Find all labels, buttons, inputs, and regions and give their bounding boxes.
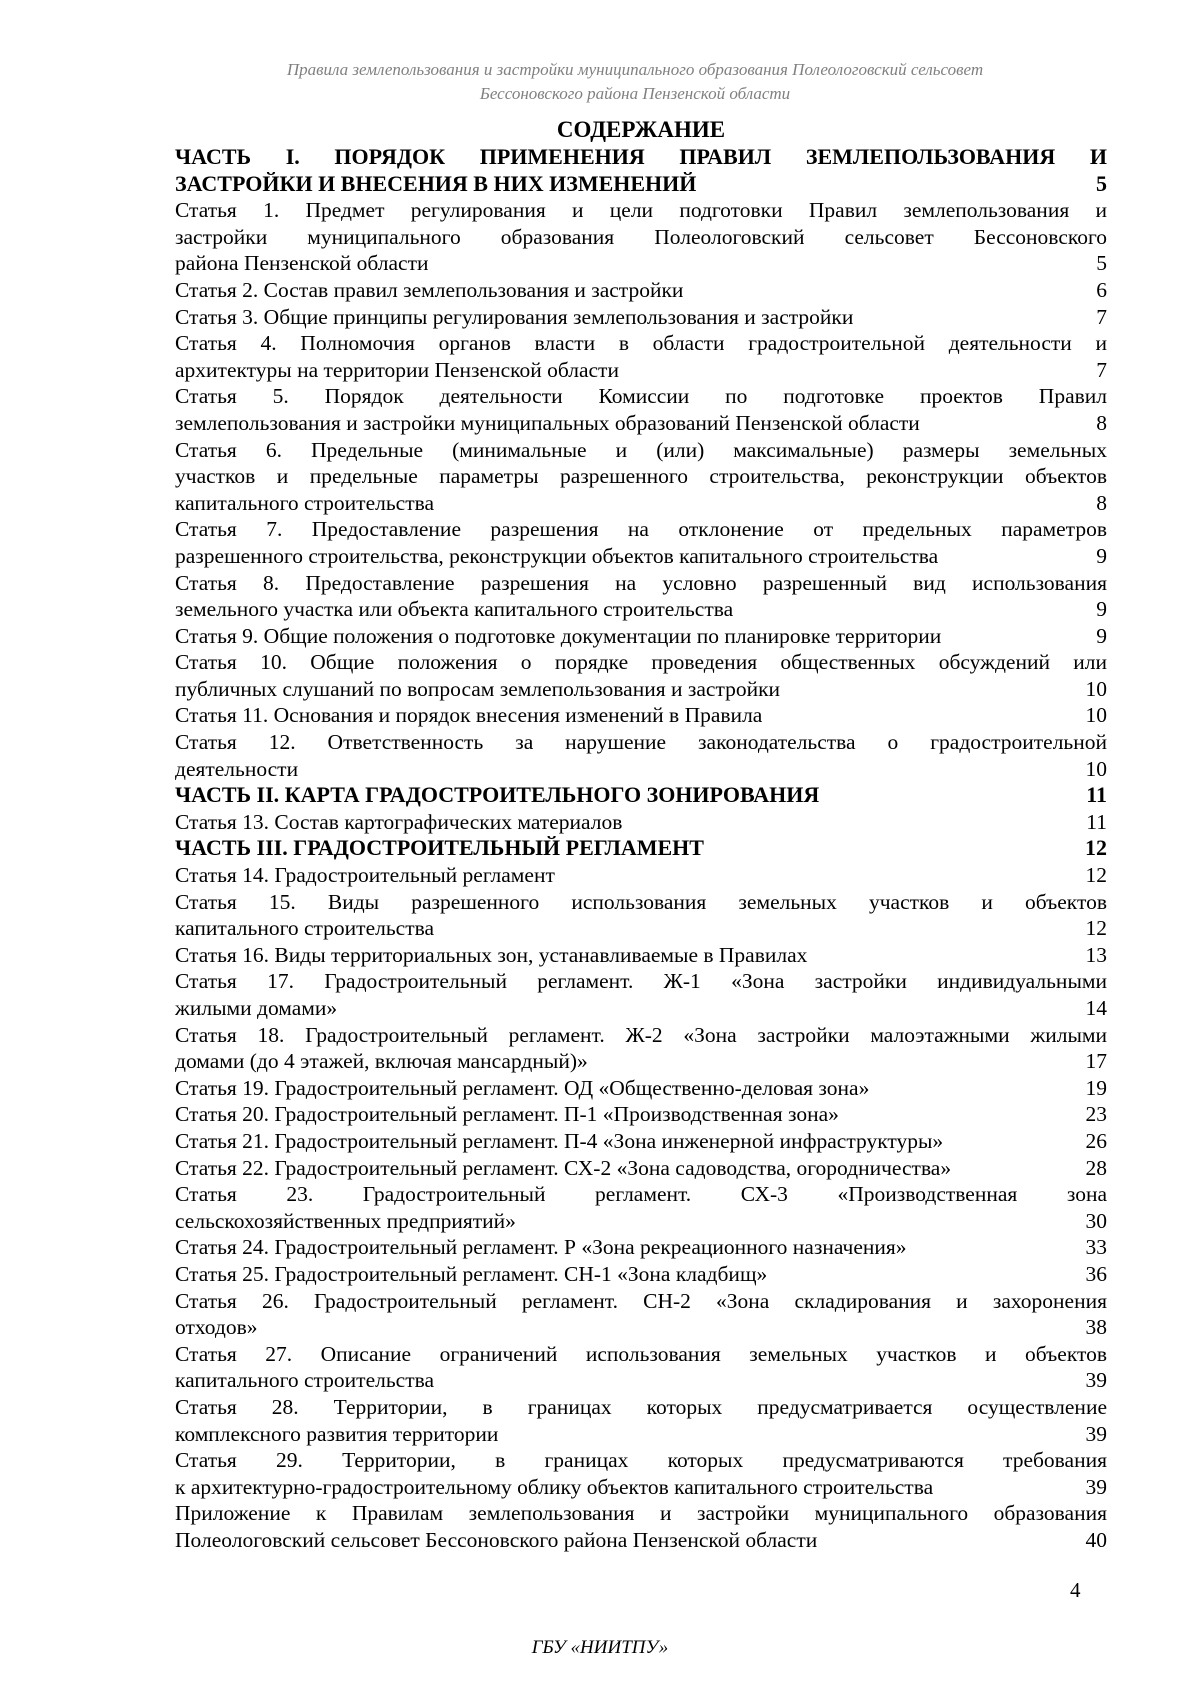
toc-entry-text: публичных слушаний по вопросам землепользования и застройки bbox=[175, 676, 781, 701]
toc-entry bbox=[175, 1447, 1107, 1500]
toc-entry-page: 19 bbox=[1085, 1075, 1107, 1100]
toc-entry bbox=[175, 383, 1107, 436]
running-header bbox=[170, 58, 1100, 106]
toc-entry-line: Статья 7. Предоставление разрешения на отклонение от предельных параметров bbox=[175, 517, 1107, 542]
toc-entry bbox=[175, 1155, 1107, 1182]
toc-entry-last-line bbox=[175, 1155, 1107, 1182]
toc-entry-text: Статья 25. Градостроительный регламент. СН-1 «Зона кладбищ» bbox=[175, 1261, 768, 1286]
toc-entry-line: Статья 12. Ответственность за нарушение законодательства о градостроительной bbox=[175, 730, 1107, 755]
toc-entry-page: 5 bbox=[1096, 170, 1107, 196]
toc-entry-page: 23 bbox=[1085, 1102, 1107, 1127]
toc-entry-page: 14 bbox=[1085, 996, 1107, 1020]
toc-entry-last-line bbox=[175, 1128, 1107, 1155]
toc-entry bbox=[175, 516, 1107, 569]
toc-entry-last-line bbox=[175, 915, 1107, 942]
toc-entry-line: Статья 15. Виды разрешенного использования земельных участков и объектов bbox=[175, 889, 1107, 914]
toc-entry-page: 6 bbox=[1096, 277, 1107, 302]
toc-entry-line: Статья 5. Порядок деятельности Комиссии по подготовке проектов Правил bbox=[175, 384, 1107, 409]
toc-entry bbox=[175, 1341, 1107, 1394]
toc-entry-line: Статья 18. Градостроительный регламент. Ж-2 «Зона застройки малоэтажными жилыми bbox=[175, 1022, 1107, 1047]
toc-entry-last-line bbox=[175, 250, 1107, 277]
toc-part-heading bbox=[175, 782, 1107, 809]
toc-entry-text: района Пензенской области bbox=[175, 251, 429, 276]
toc-entry-last-line bbox=[175, 1208, 1107, 1235]
toc-entry-line: Статья 23. Градостроительный регламент. СХ-3 «Производственная зона bbox=[175, 1182, 1107, 1207]
toc-entry-page: 39 bbox=[1085, 1474, 1107, 1499]
toc-entry-text: отходов» bbox=[175, 1315, 258, 1340]
toc-entry bbox=[175, 729, 1107, 782]
toc-entry-text: капитального строительства bbox=[175, 1368, 435, 1393]
toc-entry-last-line bbox=[175, 490, 1107, 517]
toc-entry-last-line bbox=[175, 1367, 1107, 1394]
toc-entry-page: 10 bbox=[1085, 703, 1107, 728]
toc-entry-last-line bbox=[175, 1261, 1107, 1288]
toc-entry-text: сельскохозяйственных предприятий» bbox=[175, 1208, 516, 1233]
toc-entry bbox=[175, 942, 1107, 969]
toc-entry-page: 12 bbox=[1085, 835, 1107, 861]
toc-entry-page: 8 bbox=[1096, 410, 1107, 435]
toc-entry-line: Статья 29. Территории, в границах которых предусматриваются требования bbox=[175, 1448, 1107, 1473]
toc-entry-last-line bbox=[175, 277, 1107, 304]
toc-entry-text: архитектуры на территории Пензенской области bbox=[175, 357, 619, 382]
toc-entry-line: Статья 10. Общие положения о порядке проведения общественных обсуждений или bbox=[175, 650, 1107, 675]
toc-entry bbox=[175, 862, 1107, 889]
toc-entry bbox=[175, 809, 1107, 836]
toc-entry-last-line bbox=[175, 1527, 1107, 1554]
toc-entry-line: Статья 26. Градостроительный регламент. СН-2 «Зона складирования и захоронения bbox=[175, 1288, 1107, 1313]
toc-entry-last-line bbox=[175, 171, 1107, 198]
toc-entry-text: Статья 16. Виды территориальных зон, устанавливаемые в Правилах bbox=[175, 942, 808, 967]
toc-entry-line: Статья 27. Описание ограничений использования земельных участков и объектов bbox=[175, 1341, 1107, 1366]
toc-entry-last-line bbox=[175, 862, 1107, 889]
toc-entry-text: капитального строительства bbox=[175, 490, 435, 515]
toc-entry-last-line bbox=[175, 1048, 1107, 1075]
toc-entry-last-line bbox=[175, 995, 1107, 1022]
toc-entry-line: Статья 17. Градостроительный регламент. Ж-1 «Зона застройки индивидуальными bbox=[175, 969, 1107, 994]
toc-entry bbox=[175, 197, 1107, 277]
toc-part-heading bbox=[175, 144, 1107, 197]
toc-entry bbox=[175, 437, 1107, 517]
toc-entry bbox=[175, 1261, 1107, 1288]
toc-entry-page: 9 bbox=[1096, 543, 1107, 568]
toc-entry-page: 7 bbox=[1096, 304, 1107, 329]
toc-entry-last-line bbox=[175, 676, 1107, 703]
toc-entry-text: Статья 13. Состав картографических материалов bbox=[175, 809, 623, 834]
toc-entry bbox=[175, 968, 1107, 1021]
toc-entry-text: Статья 24. Градостроительный регламент. Р «Зона рекреационного назначения» bbox=[175, 1235, 907, 1260]
toc-entry-page: 38 bbox=[1085, 1315, 1107, 1340]
toc-entry-text: Статья 21. Градостроительный регламент. П-4 «Зона инженерной инфраструктуры» bbox=[175, 1128, 944, 1153]
toc-entry bbox=[175, 889, 1107, 942]
toc-entry-text: Полеологовский сельсовет Бессоновского района Пензенской области bbox=[175, 1527, 818, 1552]
toc-entry-page: 5 bbox=[1096, 251, 1107, 276]
toc-entry-line: ЧАСТЬ I. ПОРЯДОК ПРИМЕНЕНИЯ ПРАВИЛ ЗЕМЛЕПОЛЬЗОВАНИЯ И bbox=[175, 144, 1107, 169]
table-of-contents bbox=[175, 116, 1107, 1553]
toc-entry bbox=[175, 1022, 1107, 1075]
toc-entry-last-line bbox=[175, 1421, 1107, 1448]
toc-entry-last-line bbox=[175, 304, 1107, 331]
toc-entry-text: разрешенного строительства, реконструкции объектов капитального строительства bbox=[175, 543, 939, 568]
toc-entry-text: Статья 3. Общие принципы регулирования землепользования и застройки bbox=[175, 304, 854, 329]
toc-entry-last-line bbox=[175, 357, 1107, 384]
toc-entry-text: Статья 19. Градостроительный регламент. ОД «Общественно-деловая зона» bbox=[175, 1075, 870, 1100]
toc-entry-text: землепользования и застройки муниципальных образований Пензенской области bbox=[175, 410, 920, 435]
toc-entry-line: Статья 1. Предмет регулирования и цели подготовки Правил землепользования и bbox=[175, 198, 1107, 223]
toc-entry bbox=[175, 1394, 1107, 1447]
toc-entry-text: ЧАСТЬ II. КАРТА ГРАДОСТРОИТЕЛЬНОГО ЗОНИРОВАНИЯ bbox=[175, 782, 820, 808]
toc-entry-line: Статья 8. Предоставление разрешения на условно разрешенный вид использования bbox=[175, 570, 1107, 595]
toc-entry-text: Статья 20. Градостроительный регламент. П-1 «Производственная зона» bbox=[175, 1102, 839, 1127]
toc-entry bbox=[175, 1075, 1107, 1102]
toc-entry-text: Статья 22. Градостроительный регламент. СХ-2 «Зона садоводства, огородничества» bbox=[175, 1155, 952, 1180]
toc-entry-line: Статья 4. Полномочия органов власти в области градостроительной деятельности и bbox=[175, 331, 1107, 356]
toc-entry bbox=[175, 570, 1107, 623]
toc-entry-text: ЧАСТЬ III. ГРАДОСТРОИТЕЛЬНЫЙ РЕГЛАМЕНТ bbox=[175, 835, 704, 861]
toc-entry-page: 40 bbox=[1085, 1527, 1107, 1552]
toc-part-heading bbox=[175, 835, 1107, 862]
toc-entry bbox=[175, 649, 1107, 702]
toc-entry-text: к архитектурно-градостроительному облику объектов капитального строительства bbox=[175, 1474, 934, 1499]
toc-entry-last-line bbox=[175, 809, 1107, 836]
toc-entry-text: Статья 14. Градостроительный регламент bbox=[175, 863, 555, 888]
toc-entry-page: 11 bbox=[1086, 782, 1107, 808]
toc-entry-last-line bbox=[175, 596, 1107, 623]
toc-entry-page: 36 bbox=[1085, 1261, 1107, 1286]
toc-entry-last-line bbox=[175, 623, 1107, 650]
toc-entry-text: земельного участка или объекта капитального строительства bbox=[175, 597, 734, 622]
toc-entry-page: 39 bbox=[1085, 1368, 1107, 1393]
toc-entry bbox=[175, 277, 1107, 304]
toc-entry-page: 39 bbox=[1085, 1421, 1107, 1446]
toc-entry-page: 30 bbox=[1085, 1208, 1107, 1233]
toc-entry-text: капитального строительства bbox=[175, 916, 435, 941]
toc-entry-page: 9 bbox=[1096, 623, 1107, 648]
toc-entry-line: Статья 6. Предельные (минимальные и (или) максимальные) размеры земельных bbox=[175, 437, 1107, 462]
toc-entry-page: 12 bbox=[1085, 863, 1107, 888]
toc-entry-last-line bbox=[175, 1474, 1107, 1501]
toc-entry-page: 28 bbox=[1085, 1155, 1107, 1180]
toc-entry-page: 13 bbox=[1085, 942, 1107, 967]
toc-entry-last-line bbox=[175, 1234, 1107, 1261]
toc-entry bbox=[175, 304, 1107, 331]
toc-entry-text: Статья 9. Общие положения о подготовке документации по планировке территории bbox=[175, 623, 942, 648]
toc-entry-last-line bbox=[175, 543, 1107, 570]
toc-entry bbox=[175, 1288, 1107, 1341]
toc-entry-last-line bbox=[175, 1101, 1107, 1128]
header-line-2: Бессоновского района Пензенской области bbox=[479, 84, 791, 103]
toc-entry-page: 10 bbox=[1085, 676, 1107, 701]
toc-entry bbox=[175, 1181, 1107, 1234]
toc-entry-last-line bbox=[175, 756, 1107, 783]
toc-entry-text: домами (до 4 этажей, включая мансардный)» bbox=[175, 1049, 588, 1074]
toc-entry-text: жилыми домами» bbox=[175, 996, 338, 1020]
footer: ГБУ «НИИТПУ» bbox=[531, 1637, 669, 1658]
header-line-1: Правила землепользования и застройки муниципального образования Полеологовский сельсовет bbox=[286, 60, 984, 79]
toc-title: СОДЕРЖАНИЕ bbox=[556, 117, 726, 142]
toc-entry-page: 33 bbox=[1085, 1235, 1107, 1260]
toc-entry bbox=[175, 1500, 1107, 1553]
toc-entry-page: 7 bbox=[1096, 357, 1107, 382]
toc-entry-text: комплексного развития территории bbox=[175, 1421, 499, 1446]
toc-entry-text: деятельности bbox=[175, 756, 299, 781]
toc-entry-last-line bbox=[175, 702, 1107, 729]
toc-entry-last-line bbox=[175, 1075, 1107, 1102]
toc-entry bbox=[175, 623, 1107, 650]
toc-entry-line: Статья 28. Территории, в границах которых предусматривается осуществление bbox=[175, 1394, 1107, 1419]
toc-entry-page: 10 bbox=[1085, 756, 1107, 781]
toc-entry-page: 9 bbox=[1096, 597, 1107, 622]
toc-entry-page: 12 bbox=[1085, 916, 1107, 941]
toc-entry-last-line bbox=[175, 942, 1107, 969]
toc-entry-line: участков и предельные параметры разрешенного строительства, реконструкции объектов bbox=[175, 464, 1107, 489]
toc-entry bbox=[175, 330, 1107, 383]
toc-entry-text: ЗАСТРОЙКИ И ВНЕСЕНИЯ В НИХ ИЗМЕНЕНИЙ bbox=[175, 170, 697, 196]
toc-entry-page: 11 bbox=[1086, 809, 1107, 834]
toc-entry-last-line bbox=[175, 410, 1107, 437]
toc-entry-text: Статья 11. Основания и порядок внесения изменений в Правила bbox=[175, 703, 763, 728]
toc-entry-text: Статья 2. Состав правил землепользования и застройки bbox=[175, 277, 684, 302]
toc-entry-last-line bbox=[175, 1314, 1107, 1341]
toc-entries bbox=[175, 144, 1107, 1553]
toc-entry bbox=[175, 702, 1107, 729]
toc-entry bbox=[175, 1234, 1107, 1261]
toc-entry-page: 17 bbox=[1085, 1049, 1107, 1074]
toc-entry-last-line bbox=[175, 782, 1107, 809]
toc-entry-last-line bbox=[175, 835, 1107, 862]
toc-entry-line: застройки муниципального образования Полеологовский сельсовет Бессоновского bbox=[175, 224, 1107, 249]
toc-entry-page: 26 bbox=[1085, 1128, 1107, 1153]
toc-entry bbox=[175, 1128, 1107, 1155]
toc-entry-page: 8 bbox=[1096, 490, 1107, 515]
page-number: 4 bbox=[1070, 1578, 1081, 1602]
toc-entry bbox=[175, 1101, 1107, 1128]
toc-entry-line: Приложение к Правилам землепользования и застройки муниципального образования bbox=[175, 1501, 1107, 1526]
